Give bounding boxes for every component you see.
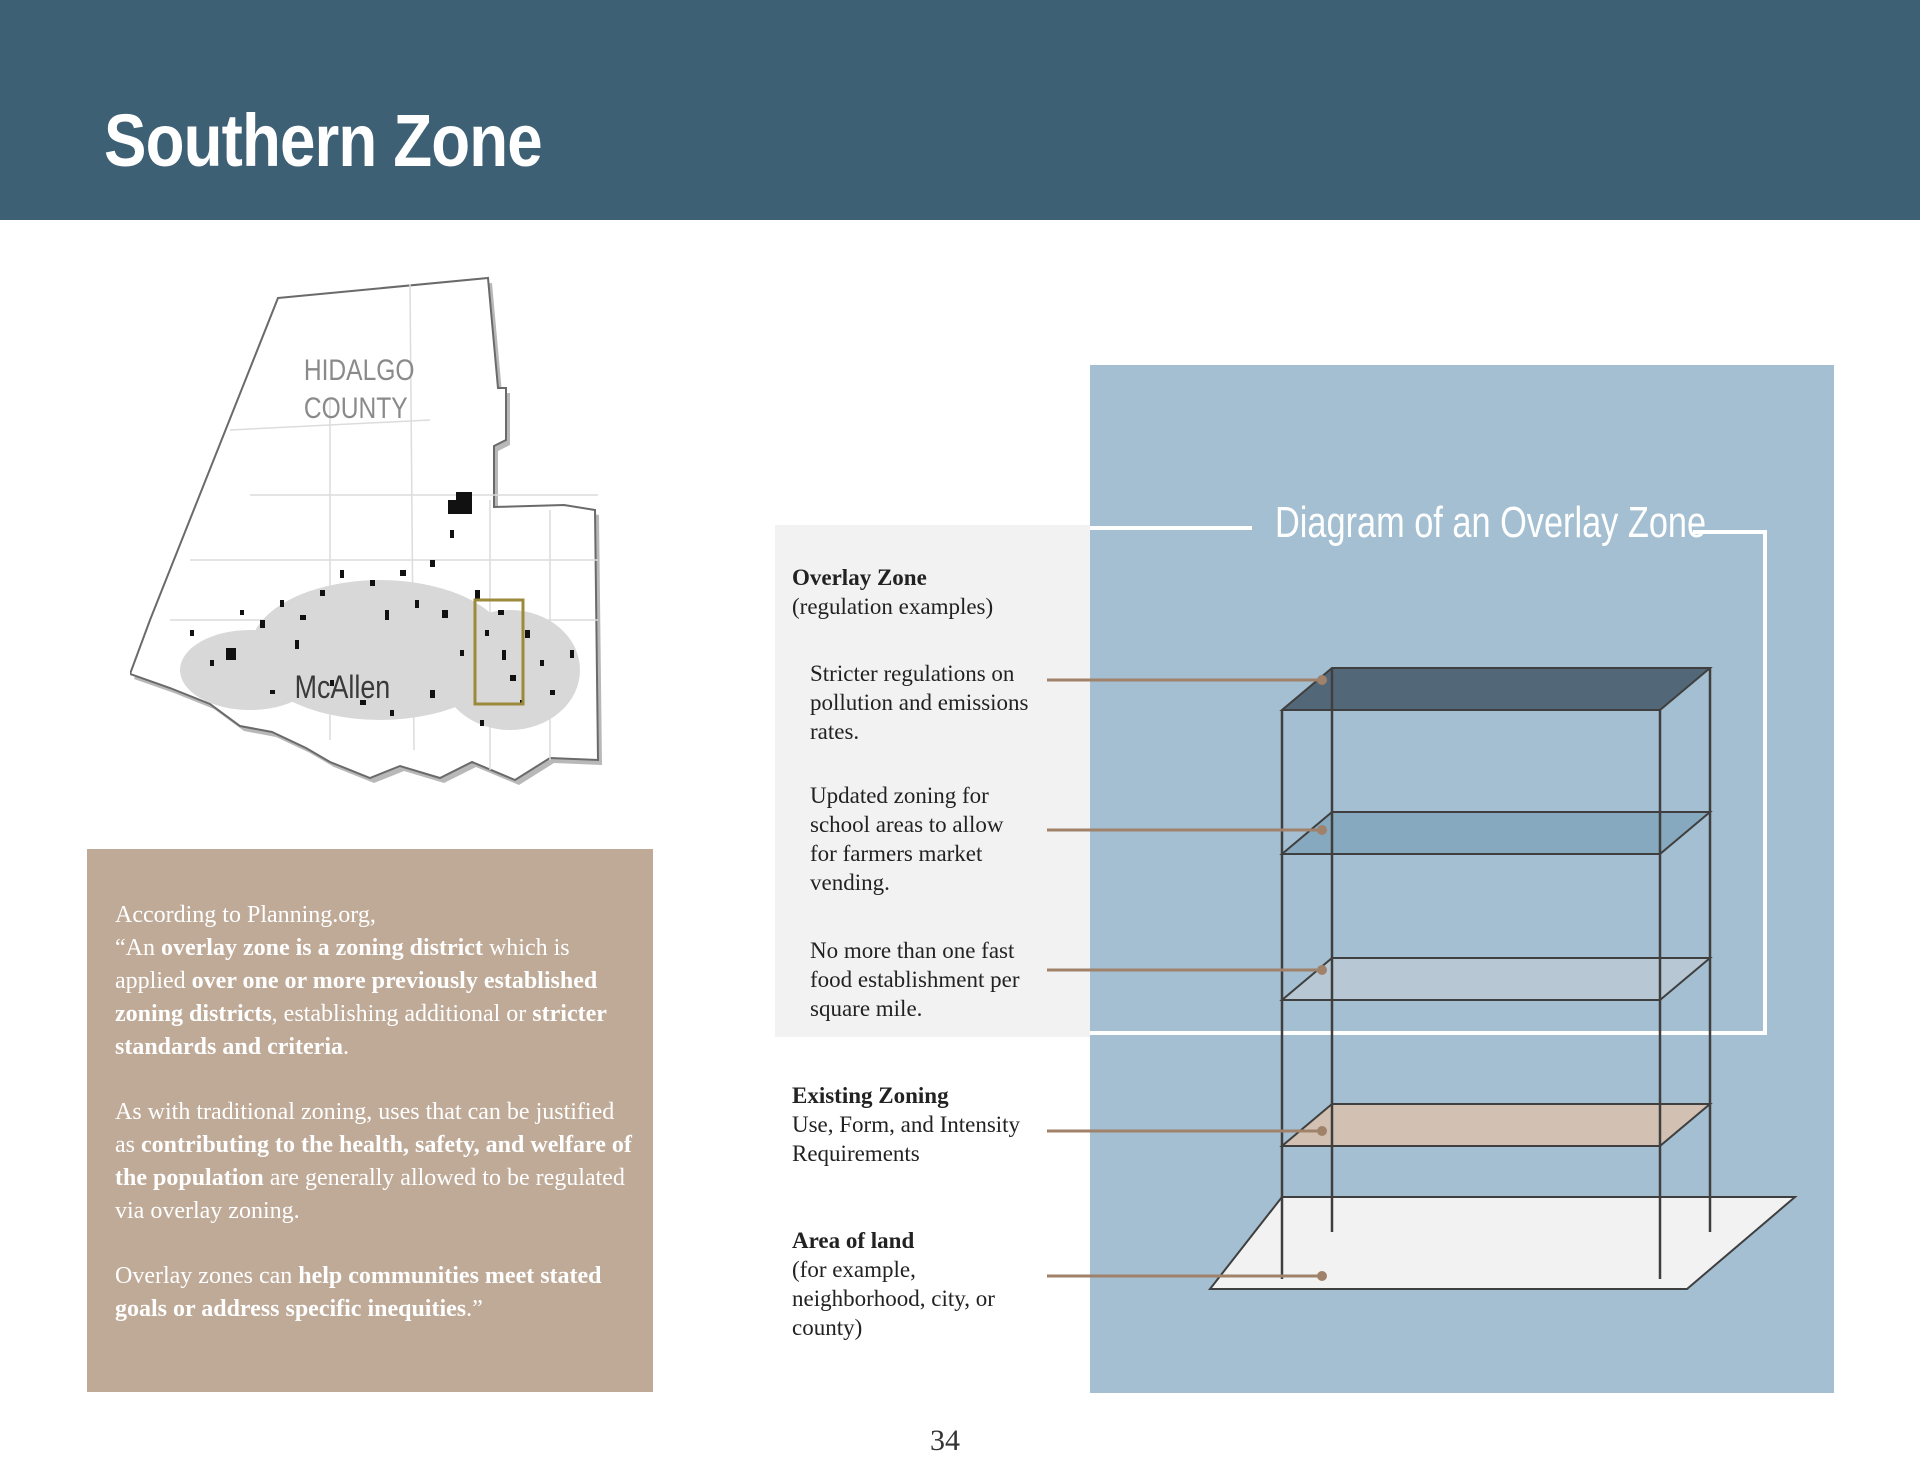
overlay-zone-label: Overlay Zone (regulation examples)	[792, 565, 994, 619]
overlay-item-fast-food: No more than one fast food establishment per square mile.	[810, 938, 1020, 1021]
overlay-plane-low	[1282, 958, 1710, 1000]
overlay-plane-top	[1282, 668, 1710, 710]
existing-zoning-plane	[1282, 1104, 1710, 1146]
diagram-title: Diagram of an Overlay Zone	[1275, 498, 1707, 547]
page-title: Southern Zone	[104, 99, 542, 182]
overlay-plane-mid	[1282, 812, 1710, 854]
quote-paragraph-3: Overlay zones can help communities meet stated goals or address specific inequities.”	[115, 1263, 602, 1322]
area-of-land-label: Area of land (for example, neighborhood, city, or county)	[792, 1228, 995, 1340]
county-label-line2: COUNTY	[303, 390, 408, 425]
existing-zoning-label: Existing Zoning Use, Form, and Intensity Requirements	[792, 1083, 1021, 1166]
page-number: 34	[930, 1424, 960, 1457]
overlay-item-pollution: Stricter regulations on pollution and emissions rates.	[810, 661, 1029, 744]
quote-paragraph-2: As with traditional zoning, uses that can be justified as contributing to the health, safety, and welfare of the population are generally allowed to be regulated via overlay zoning.	[115, 1099, 632, 1224]
city-label: McAllen	[294, 669, 391, 706]
county-label-line1: HIDALGO	[303, 352, 415, 387]
overlay-item-farmers-market: Updated zoning for school areas to allow for farmers market vending.	[810, 783, 1004, 895]
quote-paragraph-1: According to Planning.org, “An overlay zone is a zoning district which is applied over one or more previously established zoning districts, establishing additional or stricter standards and criteria.	[115, 902, 607, 1060]
